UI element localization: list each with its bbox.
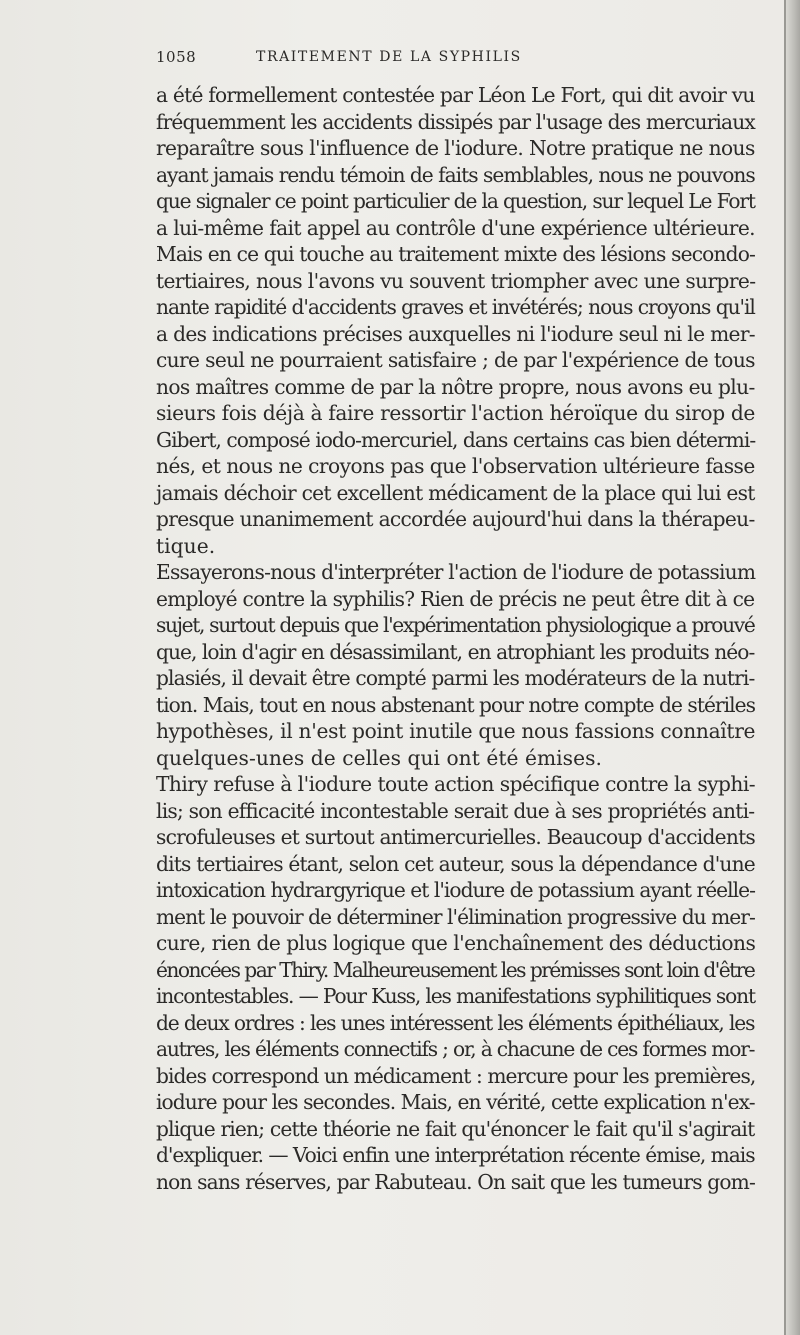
text-line: scrofuleuses et surtout antimercurielles. Beaucoup d'accidents: [156, 825, 756, 849]
text-line: intoxication hydrargyrique et l'iodure de potassium ayant réelle-: [156, 878, 755, 902]
running-head: [156, 48, 746, 72]
text-line: autres, les éléments connectifs ; or, à chacune de ces formes mor-: [156, 1037, 755, 1061]
text-line: presque unanimement accordée aujourd'hui dans la thérapeu-: [156, 507, 755, 531]
text-line: de deux ordres : les unes intéressent les éléments épithéliaux, les: [156, 1010, 755, 1035]
text-line: Gibert, composé iodo-mercuriel, dans certains cas bien détermi-: [156, 427, 756, 452]
text-line: hypothèses, il n'est point inutile que nous fassions connaître: [156, 719, 756, 743]
text-line: Essayerons-nous d'interpréter l'action de l'iodure de potassium: [156, 560, 756, 584]
text-line: a été formellement contestée par Léon Le Fort, qui dit avoir vu: [156, 83, 755, 107]
text-line: reparaître sous l'influence de l'iodure. Notre pratique ne nous: [156, 136, 755, 160]
text-line: plique rien; cette théorie ne fait qu'énoncer le fait qu'il s'agirait: [156, 1116, 755, 1141]
text-line: incontestables. — Pour Kuss, les manifestations syphilitiques sont: [156, 984, 755, 1008]
page-number: 1058: [156, 48, 197, 66]
text-line: cure seul ne pourraient satisfaire ; de par l'expérience de tous: [156, 348, 755, 372]
text-line: cure, rien de plus logique que l'enchaînement des déductions: [156, 931, 756, 955]
text-line: fréquemment les accidents dissipés par l'usage des mercuriaux: [156, 109, 755, 134]
text-line: lis; son efficacité incontestable serait due à ses propriétés anti-: [156, 798, 755, 823]
body-text: [156, 82, 756, 1195]
text-line: a lui-même fait appel au contrôle d'une expérience ultérieure.: [156, 215, 755, 240]
text-line: plasiés, il devait être compté parmi les modérateurs de la nutri-: [156, 666, 755, 690]
text-line: que, loin d'agir en désassimilant, en atrophiant les produits néo-: [156, 639, 755, 664]
text-line: sieurs fois déjà à faire ressortir l'action héroïque du sirop de: [156, 401, 755, 425]
text-line: iodure pour les secondes. Mais, en vérité, cette explication n'ex-: [156, 1090, 755, 1114]
text-line: ayant jamais rendu témoin de faits semblables, nous ne pouvons: [156, 162, 755, 187]
text-line: nos maîtres comme de par la nôtre propre, nous avons eu plu-: [156, 374, 755, 399]
running-title: TRAITEMENT DE LA SYPHILIS: [256, 49, 522, 65]
text-line: tertiaires, nous l'avons vu souvent triompher avec une surpre-: [156, 268, 756, 293]
text-line: quelques-unes de celles qui ont été émises.: [156, 745, 602, 770]
text-line: a des indications précises auxquelles ni l'iodure seul ni le mer-: [156, 321, 755, 346]
text-line: employé contre la syphilis? Rien de précis ne peut être dit à ce: [156, 586, 755, 611]
text-line: que signaler ce point particulier de la question, sur lequel Le Fort: [156, 189, 755, 213]
text-line: d'expliquer. — Voici enfin une interprétation récente émise, mais: [156, 1143, 755, 1167]
text-line: nante rapidité d'accidents graves et invétérés; nous croyons qu'il: [156, 295, 755, 319]
text-line: tique.: [156, 533, 216, 558]
text-line: nés, et nous ne croyons pas que l'observation ultérieure fasse: [156, 454, 755, 478]
text-line: non sans réserves, par Rabuteau. On sait que les tumeurs gom-: [156, 1169, 755, 1194]
text-line: sujet, surtout depuis que l'expérimentation physiologique a prouvé: [156, 613, 755, 637]
text-line: énoncées par Thiry. Malheureusement les prémisses sont loin d'être: [156, 957, 755, 982]
text-line: jamais déchoir cet excellent médicament de la place qui lui est: [156, 480, 755, 505]
text-line: Mais en ce qui touche au traitement mixte des lésions secondo-: [156, 242, 756, 266]
text-line: ment le pouvoir de déterminer l'élimination progressive du mer-: [156, 904, 755, 929]
text-line: Thiry refuse à l'iodure toute action spécifique contre la syphi-: [156, 772, 756, 796]
page-edge: [786, 0, 800, 1335]
text-line: bides correspond un médicament : mercure pour les premières,: [156, 1063, 756, 1088]
text-line: dits tertiaires étant, selon cet auteur, sous la dépendance d'une: [156, 851, 755, 876]
text-line: tion. Mais, tout en nous abstenant pour notre compte de stériles: [156, 692, 755, 717]
